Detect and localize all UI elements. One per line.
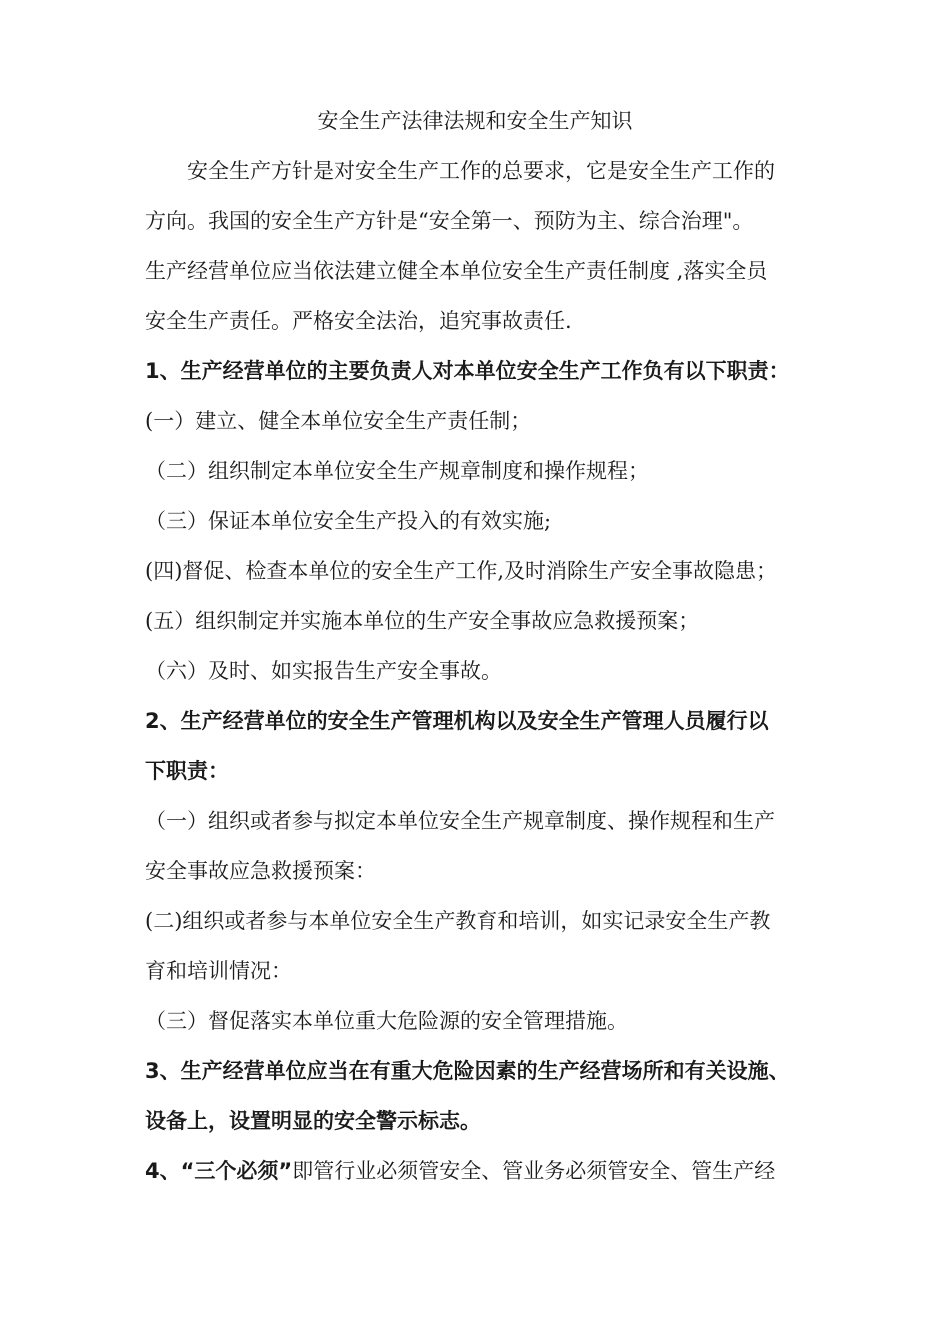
- intro-line-2: 方向。我国的安全生产方针是“安全第一、预防为主、综合治理"。: [145, 209, 754, 233]
- section-4-line-1: [145, 1156, 775, 1186]
- section-1-item-3: （三）保证本单位安全生产投入的有效实施;: [145, 509, 552, 533]
- section-1-item-4: (四)督促、检查本单位的安全生产工作,及时消除生产安全事故隐患；: [145, 559, 778, 583]
- section-3-line-1: 3、生产经营单位应当在有重大危险因素的生产经营场所和有关设施、: [145, 1059, 790, 1083]
- section-2-item-1-line-2: 安全事故应急救援预案：: [145, 859, 376, 883]
- section-2-heading-line-2: 下职责：: [145, 759, 229, 783]
- section-1-heading: 1、生产经营单位的主要负责人对本单位安全生产工作负有以下职责：: [145, 359, 790, 383]
- intro-line-3: 生产经营单位应当依法建立健全本单位安全生产责任制度 ,落实全员: [145, 259, 768, 283]
- section-4-text: 即管行业必须管安全、管业务必须管安全、管生产经: [292, 1159, 776, 1183]
- section-1-item-1: (一）建立、健全本单位安全生产责任制；: [145, 409, 532, 433]
- section-2-item-2-line-1: (二)组织或者参与本单位安全生产教育和培训，如实记录安全生产教: [145, 909, 771, 933]
- section-3-line-2: 设备上，设置明显的安全警示标志。: [145, 1109, 481, 1133]
- intro-line-1: 安全生产方针是对安全生产工作的总要求，它是安全生产工作的: [187, 159, 775, 183]
- section-1-item-5: (五）组织制定并实施本单位的生产安全事故应急救援预案；: [145, 609, 700, 633]
- section-1-item-2: （二）组织制定本单位安全生产规章制度和操作规程；: [145, 459, 649, 483]
- section-2-item-2-line-2: 育和培训情况：: [145, 959, 292, 983]
- document-title: 安全生产法律法规和安全生产知识: [317, 109, 633, 133]
- intro-line-4: 安全生产责任。严格安全法治，追究事故责任.: [145, 309, 572, 333]
- section-2-item-3: （三）督促落实本单位重大危险源的安全管理措施。: [145, 1009, 628, 1033]
- section-4-lead: 4、“三个必须”: [145, 1159, 293, 1183]
- section-1-item-6: （六）及时、如实报告生产安全事故。: [145, 659, 502, 683]
- section-2-item-1-line-1: （一）组织或者参与拟定本单位安全生产规章制度、操作规程和生产: [145, 809, 775, 833]
- section-2-heading-line-1: 2、生产经营单位的安全生产管理机构以及安全生产管理人员履行以: [145, 709, 769, 733]
